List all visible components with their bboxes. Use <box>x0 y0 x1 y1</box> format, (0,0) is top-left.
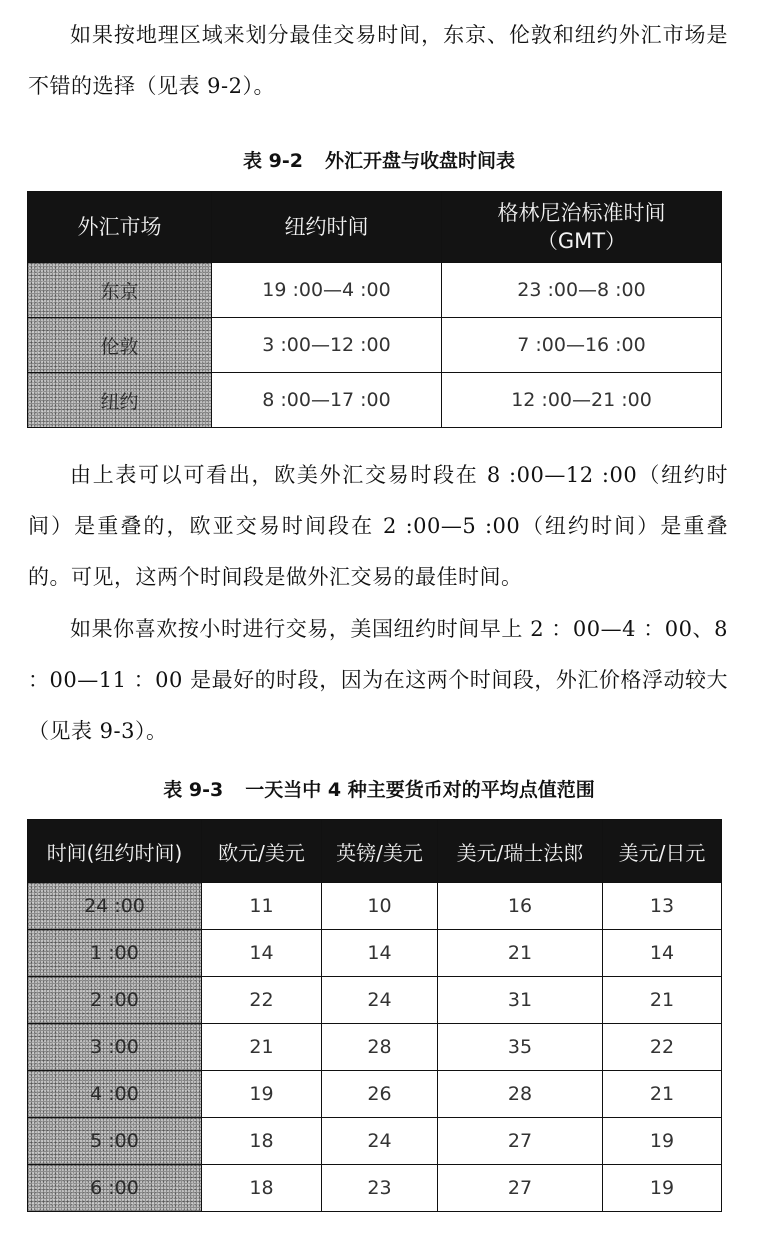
intro-paragraph: 如果按地理区域来划分最佳交易时间，东京、伦敦和纽约外汇市场是不错的选择（见表 9-2）。 <box>28 23 728 98</box>
time-value: 2 :00 <box>28 977 202 1024</box>
table-row <box>28 373 722 428</box>
usd-chf-value: 31 <box>438 977 603 1024</box>
usd-jpy-value: 14 <box>603 930 722 977</box>
usd-jpy-value: 22 <box>603 1024 722 1071</box>
pip-range-table <box>27 819 722 1212</box>
gbp-usd-value: 26 <box>322 1071 438 1118</box>
table-row <box>28 1071 722 1118</box>
eur-usd-value: 11 <box>202 883 322 930</box>
table-row <box>28 1024 722 1071</box>
eur-usd-value: 14 <box>202 930 322 977</box>
usd-jpy-value: 21 <box>603 1071 722 1118</box>
table-row <box>28 883 722 930</box>
ny-time-range: 19 :00—4 :00 <box>212 263 442 318</box>
table-9-2-caption <box>0 146 758 173</box>
table-9-3-title: 一天当中 4 种主要货币对的平均点值范围 <box>245 779 595 801</box>
table-9-3-number: 表 9-3 <box>163 779 224 801</box>
eur-usd-value: 18 <box>202 1118 322 1165</box>
time-value: 6 :00 <box>28 1165 202 1212</box>
market-name: 纽约 <box>28 373 212 428</box>
usd-jpy-value: 13 <box>603 883 722 930</box>
gbp-usd-value: 24 <box>322 1118 438 1165</box>
header-usd-chf: 美元/瑞士法郎 <box>438 820 603 883</box>
gmt-time-range: 23 :00—8 :00 <box>442 263 722 318</box>
time-value: 5 :00 <box>28 1118 202 1165</box>
table-row <box>28 1165 722 1212</box>
usd-chf-value: 27 <box>438 1165 603 1212</box>
overlap-paragraph: 由上表可以可看出，欧美外汇交易时段在 8 :00—12 :00（纽约时间）是重叠的，欧亚交易时间段在 2 :00—5 :00（纽约时间）是重叠的。可见，这两个时间段是做外汇交易的最佳时间。 <box>28 463 728 589</box>
header-gmt <box>442 192 722 263</box>
table-row <box>28 263 722 318</box>
table-row <box>28 1118 722 1165</box>
header-eur-usd: 欧元/美元 <box>202 820 322 883</box>
eur-usd-value: 19 <box>202 1071 322 1118</box>
time-value: 3 :00 <box>28 1024 202 1071</box>
ny-time-range: 3 :00—12 :00 <box>212 318 442 373</box>
usd-chf-value: 28 <box>438 1071 603 1118</box>
eur-usd-value: 21 <box>202 1024 322 1071</box>
usd-chf-value: 16 <box>438 883 603 930</box>
usd-chf-value: 27 <box>438 1118 603 1165</box>
table-header-row <box>28 820 722 883</box>
table-row <box>28 318 722 373</box>
time-value: 24 :00 <box>28 883 202 930</box>
usd-jpy-value: 19 <box>603 1165 722 1212</box>
table-9-2-number: 表 9-2 <box>243 150 303 172</box>
usd-jpy-value: 19 <box>603 1118 722 1165</box>
header-market: 外汇市场 <box>28 192 212 263</box>
usd-chf-value: 35 <box>438 1024 603 1071</box>
header-gmt-label: 格林尼治标准时间 <box>497 201 666 225</box>
gbp-usd-value: 10 <box>322 883 438 930</box>
table-9-2-title: 外汇开盘与收盘时间表 <box>324 150 515 172</box>
eur-usd-value: 18 <box>202 1165 322 1212</box>
time-value: 4 :00 <box>28 1071 202 1118</box>
usd-chf-value: 21 <box>438 930 603 977</box>
gbp-usd-value: 14 <box>322 930 438 977</box>
gbp-usd-value: 24 <box>322 977 438 1024</box>
table-9-3-caption <box>0 775 758 802</box>
gmt-time-range: 12 :00—21 :00 <box>442 373 722 428</box>
header-ny-time: 纽约时间 <box>212 192 442 263</box>
table-header-row <box>28 192 722 263</box>
usd-jpy-value: 21 <box>603 977 722 1024</box>
gbp-usd-value: 28 <box>322 1024 438 1071</box>
table-row <box>28 930 722 977</box>
hourly-paragraph: 如果你喜欢按小时进行交易，美国纽约时间早上 2 ：00—4 ：00、8 ：00—11 ：00 是最好的时段，因为在这两个时间段，外汇价格浮动较大（见表 9-3）。 <box>28 617 728 743</box>
header-gbp-usd: 英镑/美元 <box>322 820 438 883</box>
ny-time-range: 8 :00—17 :00 <box>212 373 442 428</box>
header-usd-jpy: 美元/日元 <box>603 820 722 883</box>
market-name: 伦敦 <box>28 318 212 373</box>
gmt-time-range: 7 :00—16 :00 <box>442 318 722 373</box>
market-name: 东京 <box>28 263 212 318</box>
header-gmt-abbr: （GMT） <box>536 229 627 253</box>
market-hours-table <box>27 191 722 428</box>
time-value: 1 :00 <box>28 930 202 977</box>
header-time: 时间(纽约时间) <box>28 820 202 883</box>
gbp-usd-value: 23 <box>322 1165 438 1212</box>
table-row <box>28 977 722 1024</box>
eur-usd-value: 22 <box>202 977 322 1024</box>
